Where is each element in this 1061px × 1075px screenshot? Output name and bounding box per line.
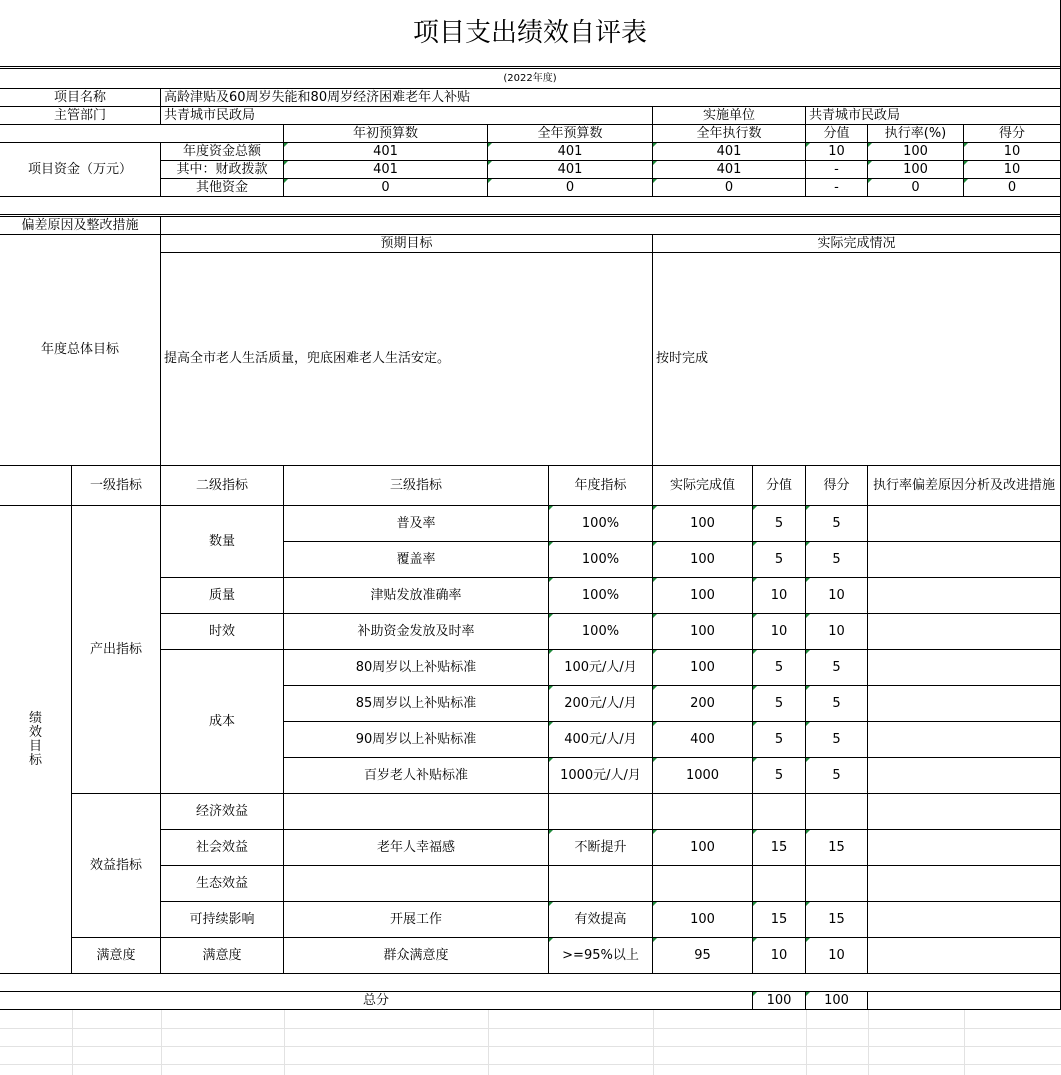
score-cell[interactable]: 5	[753, 542, 806, 578]
note-cell[interactable]	[868, 578, 1061, 614]
funds-cell[interactable]: 0	[964, 179, 1061, 197]
goal-actual-header[interactable]: 实际完成情况	[653, 235, 1061, 253]
target-cell[interactable]: 100%	[549, 578, 653, 614]
score-cell[interactable]: 5	[753, 506, 806, 542]
got-cell[interactable]: 5	[806, 722, 868, 758]
got-cell[interactable]: 10	[806, 938, 868, 974]
score-cell[interactable]: 5	[753, 722, 806, 758]
note-cell[interactable]	[868, 614, 1061, 650]
actual-cell[interactable]: 200	[653, 686, 753, 722]
note-cell[interactable]	[868, 650, 1061, 686]
funds-cell[interactable]: 401	[284, 143, 488, 161]
level3-cell[interactable]: 百岁老人补贴标准	[284, 758, 549, 794]
level2-timeliness[interactable]: 时效	[161, 614, 284, 650]
level2-cost[interactable]: 成本	[161, 650, 284, 794]
funds-cell[interactable]: 100	[868, 161, 964, 179]
funds-row-label[interactable]: 年度资金总额	[161, 143, 284, 161]
funds-header[interactable]: 分值	[806, 125, 868, 143]
funds-cell[interactable]: -	[806, 161, 868, 179]
note-cell[interactable]	[868, 722, 1061, 758]
gridline	[284, 1010, 285, 1075]
deviation-value[interactable]	[161, 217, 1061, 235]
got-cell[interactable]: 5	[806, 686, 868, 722]
funds-header[interactable]: 得分	[964, 125, 1061, 143]
level3-cell[interactable]	[284, 866, 549, 902]
total-got[interactable]: 100	[806, 992, 868, 1010]
gridline	[72, 1010, 73, 1075]
target-cell[interactable]	[549, 866, 653, 902]
dept-value[interactable]: 共青城市民政局	[161, 107, 653, 125]
actual-cell[interactable]: 100	[653, 578, 753, 614]
note-cell[interactable]	[868, 506, 1061, 542]
actual-cell[interactable]	[653, 866, 753, 902]
gridline	[488, 1010, 489, 1075]
level1-output[interactable]: 产出指标	[72, 506, 161, 794]
blank-row[interactable]	[0, 197, 1061, 215]
gridline	[0, 1064, 1061, 1065]
level1-benefit[interactable]: 效益指标	[72, 794, 161, 938]
note-cell[interactable]	[868, 938, 1061, 974]
note-cell[interactable]	[868, 758, 1061, 794]
indicator-header[interactable]: 实际完成值	[653, 466, 753, 506]
level3-cell[interactable]: 补助资金发放及时率	[284, 614, 549, 650]
indicator-header[interactable]: 分值	[753, 466, 806, 506]
funds-header[interactable]: 年初预算数	[284, 125, 488, 143]
level3-cell[interactable]	[284, 794, 549, 830]
funds-row-label[interactable]: 其他资金	[161, 179, 284, 197]
actual-cell[interactable]: 95	[653, 938, 753, 974]
target-cell[interactable]: 1000元/人/月	[549, 758, 653, 794]
level3-cell[interactable]: 85周岁以上补贴标准	[284, 686, 549, 722]
score-cell[interactable]: 5	[753, 686, 806, 722]
level3-cell[interactable]: 群众满意度	[284, 938, 549, 974]
level2-economic[interactable]: 经济效益	[161, 794, 284, 830]
actual-cell[interactable]: 100	[653, 830, 753, 866]
funds-cell[interactable]: 0	[653, 179, 806, 197]
got-cell[interactable]: 5	[806, 758, 868, 794]
funds-cell[interactable]: 100	[868, 143, 964, 161]
target-cell[interactable]: 200元/人/月	[549, 686, 653, 722]
score-cell[interactable]: 15	[753, 830, 806, 866]
actual-cell[interactable]: 100	[653, 902, 753, 938]
score-cell[interactable]: 10	[753, 614, 806, 650]
goal-expected-text[interactable]: 提高全市老人生活质量，兜底困难老人生活安定。	[161, 253, 653, 466]
funds-cell[interactable]: 10	[964, 161, 1061, 179]
performance-goal-char: 绩	[28, 710, 42, 726]
deviation-label[interactable]: 偏差原因及整改措施	[0, 217, 161, 235]
note-cell[interactable]	[868, 542, 1061, 578]
funds-cell[interactable]: 10	[806, 143, 868, 161]
got-cell[interactable]	[806, 794, 868, 830]
target-cell[interactable]: 100%	[549, 506, 653, 542]
level3-cell[interactable]: 覆盖率	[284, 542, 549, 578]
level3-cell[interactable]: 普及率	[284, 506, 549, 542]
gridline	[806, 1010, 807, 1075]
score-cell[interactable]	[753, 866, 806, 902]
level2-satisfaction[interactable]: 满意度	[161, 938, 284, 974]
note-cell[interactable]	[868, 830, 1061, 866]
dept-label[interactable]: 主管部门	[0, 107, 161, 125]
funds-cell[interactable]: 0	[284, 179, 488, 197]
got-cell[interactable]: 5	[806, 506, 868, 542]
indicator-header-blank[interactable]	[0, 466, 72, 506]
project-name-value[interactable]: 高龄津贴及60周岁失能和80周岁经济困难老年人补贴	[161, 89, 1061, 107]
got-cell[interactable]	[806, 866, 868, 902]
level2-social[interactable]: 社会效益	[161, 830, 284, 866]
funds-cell[interactable]: -	[806, 179, 868, 197]
gridline	[0, 1046, 1061, 1047]
actual-cell[interactable]	[653, 794, 753, 830]
indicator-header[interactable]: 年度指标	[549, 466, 653, 506]
actual-cell[interactable]: 400	[653, 722, 753, 758]
funds-cell[interactable]: 10	[964, 143, 1061, 161]
level2-ecological[interactable]: 生态效益	[161, 866, 284, 902]
goal-expected-header[interactable]: 预期目标	[161, 235, 653, 253]
indicator-header[interactable]: 一级指标	[72, 466, 161, 506]
note-cell[interactable]	[868, 902, 1061, 938]
target-cell[interactable]: 不断提升	[549, 830, 653, 866]
score-cell[interactable]: 5	[753, 650, 806, 686]
gridline	[161, 1010, 162, 1075]
actual-cell[interactable]: 100	[653, 614, 753, 650]
note-cell[interactable]	[868, 866, 1061, 902]
indicator-header[interactable]: 得分	[806, 466, 868, 506]
funds-row-label[interactable]: 其中：财政拨款	[161, 161, 284, 179]
level1-satisfaction[interactable]: 满意度	[72, 938, 161, 974]
funds-cell[interactable]: 401	[653, 161, 806, 179]
note-cell[interactable]	[868, 686, 1061, 722]
actual-cell[interactable]: 100	[653, 542, 753, 578]
actual-cell[interactable]: 100	[653, 650, 753, 686]
target-cell[interactable]: 有效提高	[549, 902, 653, 938]
level2-quantity[interactable]: 数量	[161, 506, 284, 578]
performance-goal-char: 标	[28, 752, 42, 768]
level3-cell[interactable]: 开展工作	[284, 902, 549, 938]
score-cell[interactable]: 15	[753, 902, 806, 938]
goal-actual-text[interactable]: 按时完成	[653, 253, 1061, 466]
level2-sustainable[interactable]: 可持续影响	[161, 902, 284, 938]
indicator-header[interactable]: 二级指标	[161, 466, 284, 506]
performance-goal-char: 效	[28, 724, 42, 740]
target-cell[interactable]: 100元/人/月	[549, 650, 653, 686]
level3-cell[interactable]: 津贴发放准确率	[284, 578, 549, 614]
blank-row[interactable]	[0, 974, 1061, 992]
gridline	[653, 1010, 654, 1075]
level3-cell[interactable]: 80周岁以上补贴标准	[284, 650, 549, 686]
indicator-header[interactable]: 三级指标	[284, 466, 549, 506]
indicator-header[interactable]: 执行率偏差原因分析及改进措施	[868, 466, 1061, 506]
score-cell[interactable]: 5	[753, 758, 806, 794]
funds-cell[interactable]: 401	[488, 161, 653, 179]
score-cell[interactable]: 10	[753, 578, 806, 614]
got-cell[interactable]: 5	[806, 542, 868, 578]
funds-header-blank[interactable]	[0, 125, 284, 143]
total-note[interactable]	[868, 992, 1061, 1010]
impl-label[interactable]: 实施单位	[653, 107, 806, 125]
target-cell[interactable]: 100%	[549, 542, 653, 578]
actual-cell[interactable]: 100	[653, 506, 753, 542]
level2-quality[interactable]: 质量	[161, 578, 284, 614]
target-cell[interactable]: >=95%以上	[549, 938, 653, 974]
actual-cell[interactable]: 1000	[653, 758, 753, 794]
total-score[interactable]: 100	[753, 992, 806, 1010]
total-label[interactable]: 总分	[0, 992, 753, 1010]
target-cell[interactable]	[549, 794, 653, 830]
gridline	[0, 1028, 1061, 1029]
project-name-label[interactable]: 项目名称	[0, 89, 161, 107]
funds-cell[interactable]: 0	[868, 179, 964, 197]
funds-label[interactable]: 项目资金（万元）	[0, 143, 161, 197]
target-cell[interactable]: 100%	[549, 614, 653, 650]
gridline	[964, 1010, 965, 1075]
score-cell[interactable]	[753, 794, 806, 830]
target-cell[interactable]: 400元/人/月	[549, 722, 653, 758]
funds-header[interactable]: 全年执行数	[653, 125, 806, 143]
goal-label[interactable]: 年度总体目标	[0, 235, 161, 466]
gridline	[868, 1010, 869, 1075]
year-label[interactable]: (2022年度)	[0, 69, 1061, 89]
funds-cell[interactable]: 401	[488, 143, 653, 161]
funds-cell[interactable]: 401	[653, 143, 806, 161]
note-cell[interactable]	[868, 794, 1061, 830]
level3-cell[interactable]: 90周岁以上补贴标准	[284, 722, 549, 758]
funds-cell[interactable]: 0	[488, 179, 653, 197]
level3-cell[interactable]: 老年人幸福感	[284, 830, 549, 866]
funds-header[interactable]: 全年预算数	[488, 125, 653, 143]
got-cell[interactable]: 5	[806, 650, 868, 686]
got-cell[interactable]: 10	[806, 614, 868, 650]
performance-goal-label[interactable]	[0, 506, 72, 974]
funds-header[interactable]: 执行率(%)	[868, 125, 964, 143]
got-cell[interactable]: 10	[806, 578, 868, 614]
got-cell[interactable]: 15	[806, 830, 868, 866]
performance-goal-char: 目	[28, 738, 42, 754]
score-cell[interactable]: 10	[753, 938, 806, 974]
impl-value[interactable]: 共青城市民政局	[806, 107, 1061, 125]
funds-cell[interactable]: 401	[284, 161, 488, 179]
sheet-title[interactable]: 项目支出绩效自评表	[0, 0, 1061, 67]
got-cell[interactable]: 15	[806, 902, 868, 938]
